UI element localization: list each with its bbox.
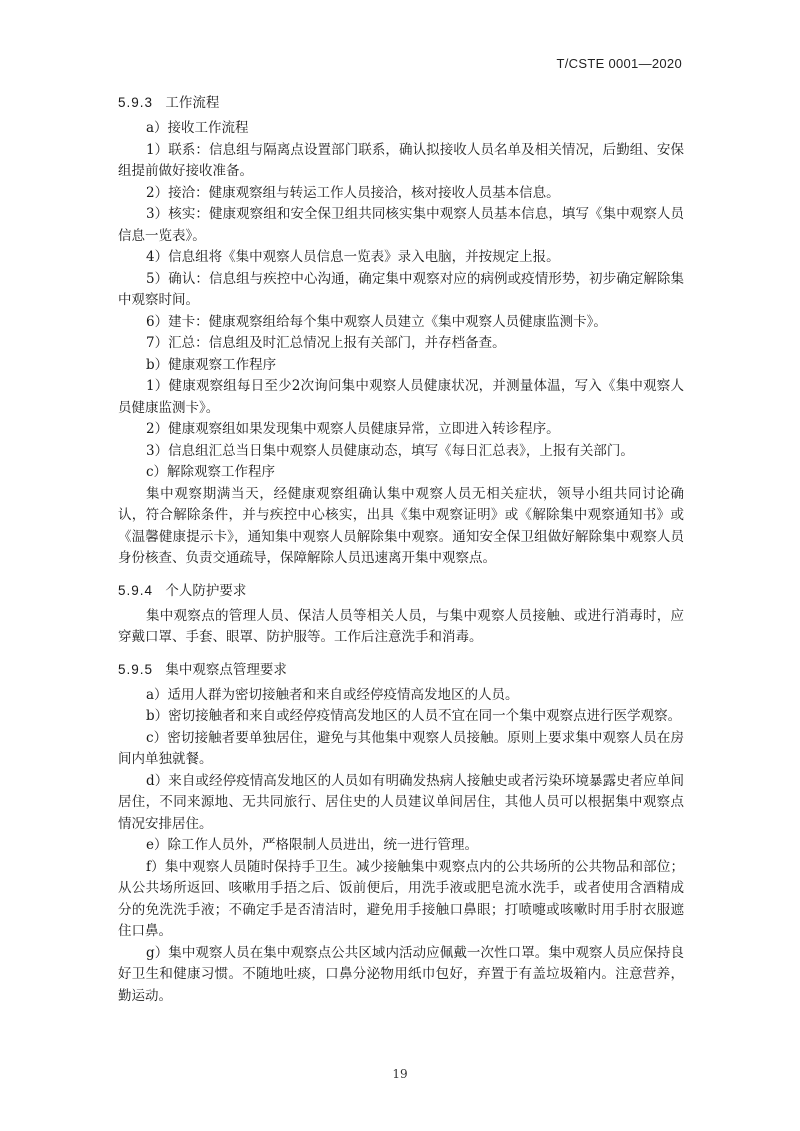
list-item: a）适用人群为密切接触者和来自或经停疫情高发地区的人员。 xyxy=(146,686,519,703)
section-5-9-5 xyxy=(118,659,684,1008)
list-item: 7）汇总：信息组及时汇总情况上报有关部门，并存档备查。 xyxy=(146,335,506,351)
list-item: f）集中观察人员随时保持手卫生。减少接触集中观察点内的公共场所的公共物品和部位；从公共场所返回、咳嗽用手捂之后、饭前便后，用洗手液或肥皂流水洗手，或者使用含酒精成分的免洗洗手液；不确定手是否清洁时，避免用手接触口鼻眼；打喷嚏或咳嗽时用手肘衣服遮住口鼻。 xyxy=(118,858,684,939)
list-item: 6）建卡：健康观察组给每个集中观察人员建立《集中观察人员健康监测卡》。 xyxy=(146,313,607,330)
list-item: a）接收工作流程 xyxy=(146,120,249,136)
list-item: d）来自或经停疫情高发地区的人员如有明确发热病人接触史或者污染环境暴露史者应单间居住，不同来源地、无共同旅行、居住史的人员建议单间居住，其他人员可以根据集中观察点情况安排居住。 xyxy=(118,772,684,832)
list-item: c）密切接触者要单独居住，避免与其他集中观察人员接触。原则上要求集中观察人员在房间内单独就餐。 xyxy=(118,729,684,767)
list-item: 2）健康观察组如果发现集中观察人员健康异常，立即进入转诊程序。 xyxy=(146,421,560,437)
document-body xyxy=(118,92,684,1007)
page-number: 19 xyxy=(392,1067,408,1081)
section-5-9-4 xyxy=(118,580,684,649)
section-title xyxy=(118,659,684,681)
list-item: 4）信息组将《集中观察人员信息一览表》录入电脑，并按规定上报。 xyxy=(146,249,560,265)
list-item: b）健康观察工作程序 xyxy=(146,356,277,373)
section-heading: 个人防护要求 xyxy=(165,582,247,599)
paragraph: 集中观察点的管理人员、保洁人员等相关人员，与集中观察人员接触、或进行消毒时，应穿戴口罩、手套、眼罩、防护服等。工作后注意洗手和消毒。 xyxy=(118,607,684,645)
list-item: b）密切接触者和来自或经停疫情高发地区的人员不宜在同一个集中观察点进行医学观察。 xyxy=(146,708,682,724)
section-heading: 工作流程 xyxy=(165,95,220,111)
section-title xyxy=(118,92,684,114)
list-item: g）集中观察人员在集中观察点公共区域内活动应佩戴一次性口罩。集中观察人员应保持良好卫生和健康习惯。不随地吐痰，口鼻分泌物用纸巾包好，弃置于有盖垃圾箱内。注意营养，勤运动。 xyxy=(118,944,684,1004)
list-item: c）解除观察工作程序 xyxy=(146,464,276,480)
document-code-header: T/CSTE 0001—2020 xyxy=(556,56,682,71)
section-5-9-3 xyxy=(118,92,684,570)
paragraph: 集中观察期满当天，经健康观察组确认集中观察人员无相关症状，领导小组共同讨论确认，符合解除条件，并与疾控中心核实，出具《集中观察证明》或《解除集中观察通知书》或《温馨健康提示卡》，通知集中观察人员解除集中观察。通知安全保卫组做好解除集中观察人员身份核查、负责交通疏导，保障解除人员迅速离开集中观察点。 xyxy=(118,485,684,566)
list-item: 3）信息组汇总当日集中观察人员健康动态，填写《每日汇总表》，上报有关部门。 xyxy=(146,442,634,459)
list-item: e）除工作人员外，严格限制人员进出，统一进行管理。 xyxy=(146,837,478,853)
section-number: 5.9.5 xyxy=(118,661,154,677)
list-item: 2）接洽：健康观察组与转运工作人员接洽，核对接收人员基本信息。 xyxy=(146,184,560,201)
section-number: 5.9.3 xyxy=(118,95,154,110)
list-item: 5）确认：信息组与疾控中心沟通，确定集中观察对应的病例或疫情形势，初步确定解除集中观察时间。 xyxy=(118,270,684,308)
section-heading: 集中观察点管理要求 xyxy=(165,661,287,678)
list-item: 1）联系：信息组与隔离点设置部门联系，确认拟接收人员名单及相关情况，后勤组、安保组提前做好接收准备。 xyxy=(118,141,684,179)
list-item: 1）健康观察组每日至少2次询问集中观察人员健康状况，并测量体温，写入《集中观察人员健康监测卡》。 xyxy=(118,378,684,416)
section-number: 5.9.4 xyxy=(118,582,154,598)
list-item: 3）核实：健康观察组和安全保卫组共同核实集中观察人员基本信息，填写《集中观察人员信息一览表》。 xyxy=(118,206,684,244)
section-title xyxy=(118,580,684,602)
